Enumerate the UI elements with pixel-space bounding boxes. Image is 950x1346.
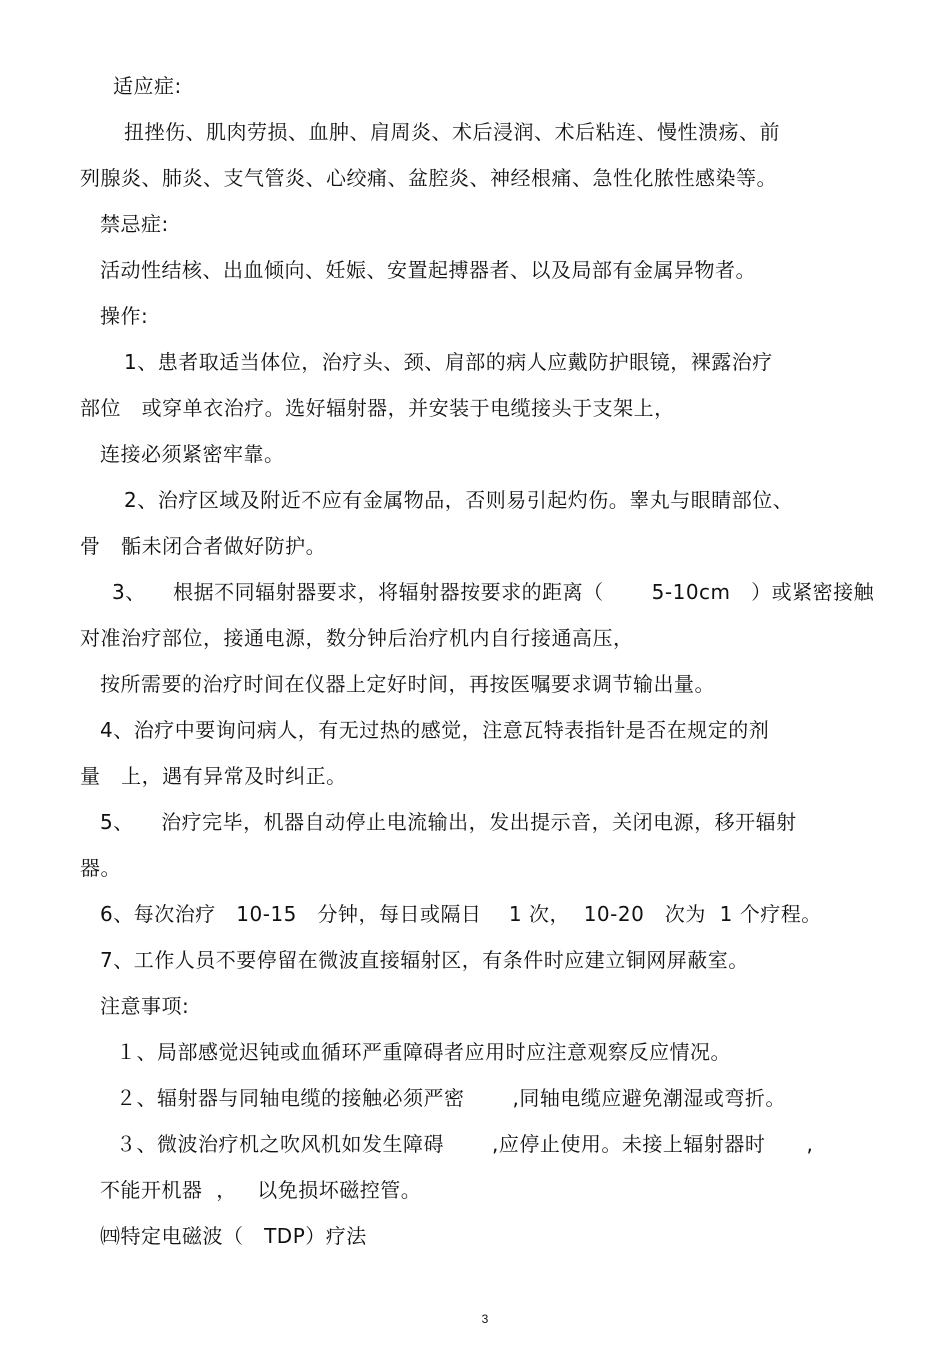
operation-step5-line2: 器。 [80,856,121,880]
operation-step2-line1: 2、治疗区域及附近不应有金属物品，否则易引起灼伤。睾丸与眼睛部位、 [124,488,794,512]
next-section-title: ㈣特定电磁波（ TDP）疗法 [100,1224,367,1248]
operation-step1-line1: 1、患者取适当体位，治疗头、颈、肩部的病人应戴防护眼镜，裸露治疗 [124,350,773,374]
operation-step7: 7、工作人员不要停留在微波直接辐射区，有条件时应建立铜网屏蔽室。 [100,948,749,972]
operation-step6: 6、每次治疗 10-15 分钟，每日或隔日 1 次， 10-20 次为 1 个疗程。 [100,902,822,926]
indications-text-line2: 列腺炎、肺炎、支气管炎、心绞痛、盆腔炎、神经根痛、急性化脓性感染等。 [80,166,777,190]
contraindications-text: 活动性结核、出血倾向、妊娠、安置起搏器者、以及局部有金属异物者。 [100,258,756,282]
operation-step3-line2: 对准治疗部位，接通电源，数分钟后治疗机内自行接通高压， [80,626,634,650]
notes-heading: 注意事项: [100,994,190,1018]
operation-step3-line3: 按所需要的治疗时间在仪器上定好时间，再按医嘱要求调节输出量。 [100,672,715,696]
operation-step3-line1: 3、 根据不同辐射器要求，将辐射器按要求的距离（ 5-10cm ）或紧密接触 [112,580,875,604]
indications-heading: 适应症: [113,74,182,98]
indications-text-line1: 扭挫伤、肌肉劳损、血肿、肩周炎、术后浸润、术后粘连、慢性溃疡、前 [124,120,780,144]
notes-item2: ２、辐射器与同轴电缆的接触必须严密 ,同轴电缆应避免潮湿或弯折。 [116,1086,786,1110]
operation-step1-line3: 连接必须紧密牢靠。 [100,442,285,466]
operation-step4-line1: 4、治疗中要询问病人，有无过热的感觉，注意瓦特表指针是否在规定的剂 [100,718,770,742]
notes-item3-line1: ３、微波治疗机之吹风机如发生障碍 ,应停止使用。未接上辐射器时 , [116,1132,814,1156]
notes-item3-line2: 不能开机器 ， 以免损坏磁控管。 [100,1178,422,1202]
notes-item1: １、局部感觉迟钝或血循环严重障碍者应用时应注意观察反应情况。 [116,1040,731,1064]
operation-step4-line2: 量 上，遇有异常及时纠正。 [80,764,347,788]
operation-step1-line2: 部位 或穿单衣治疗。选好辐射器，并安装于电缆接头于支架上， [80,396,675,420]
operation-step5-line1: 5、 治疗完毕，机器自动停止电流输出，发出提示音，关闭电源，移开辐射 [100,810,797,834]
page-number: 3 [481,1312,489,1326]
operation-heading: 操作: [100,304,149,328]
operation-step2-line2: 骨 骺未闭合者做好防护。 [80,534,327,558]
contraindications-heading: 禁忌症: [100,212,169,236]
